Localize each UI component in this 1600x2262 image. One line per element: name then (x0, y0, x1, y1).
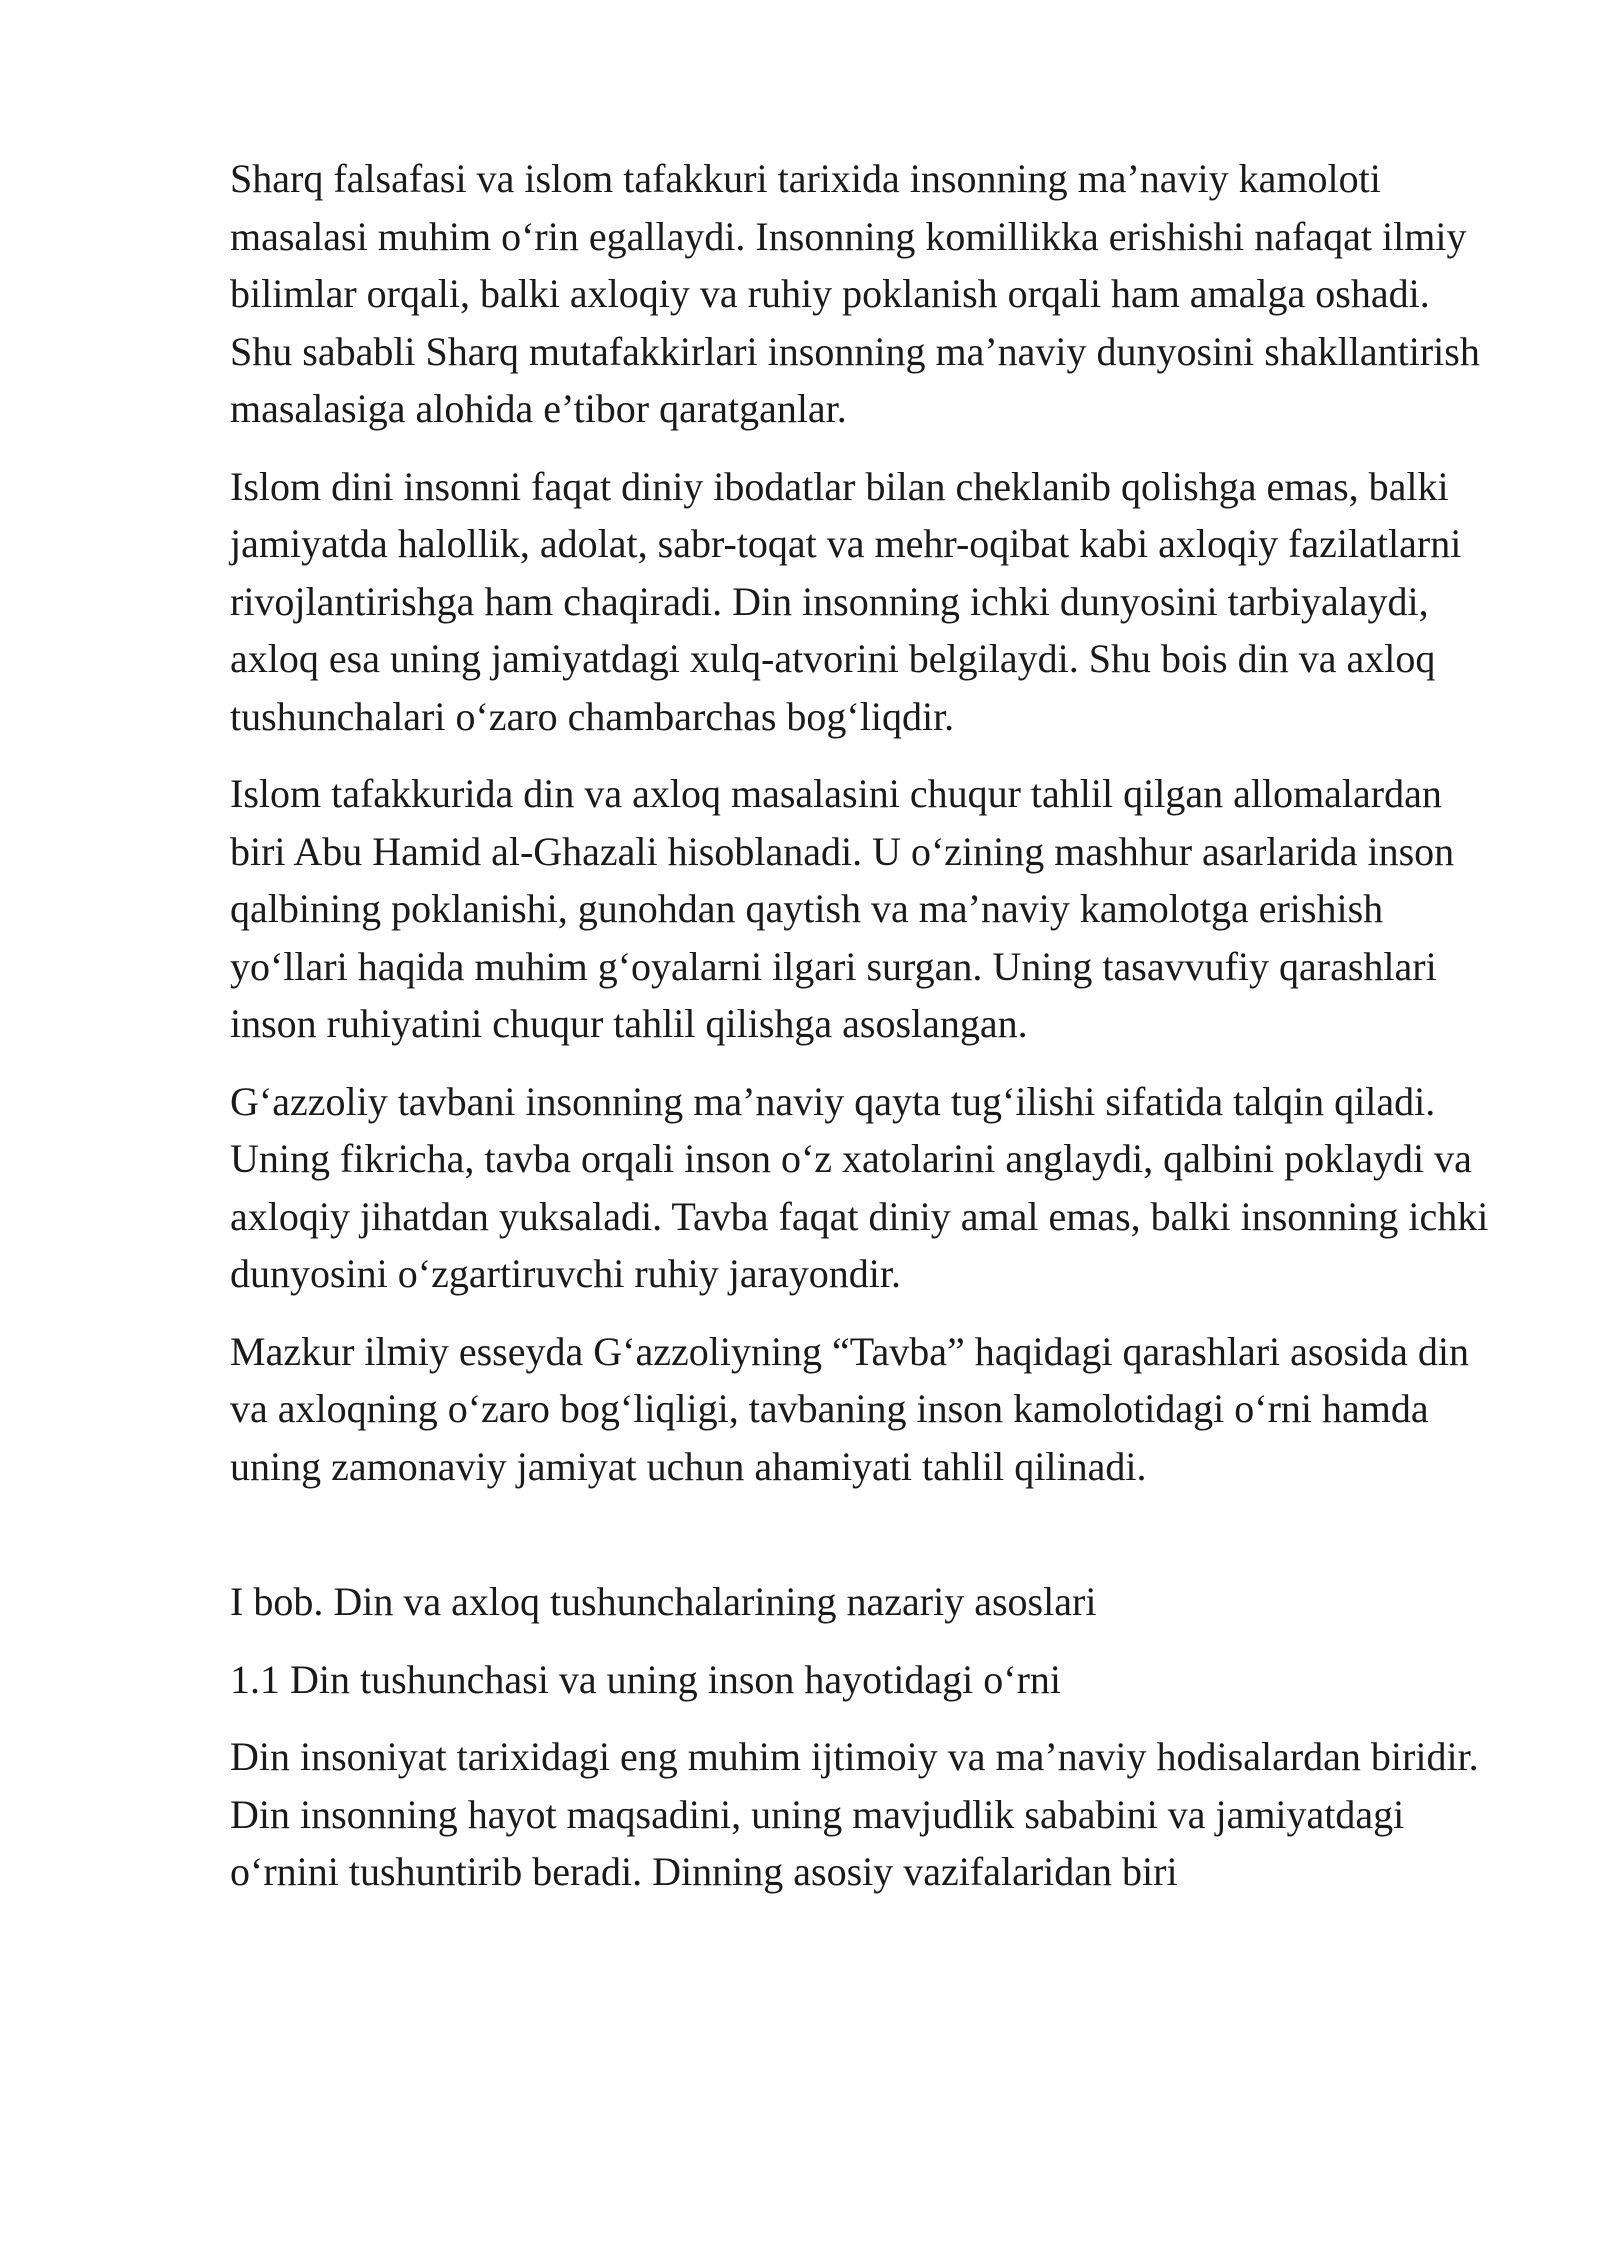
paragraph-intro-4: G‘azzoliy tavbani insonning ma’naviy qayta tug‘ilishi sifatida talqin qiladi. Uning fikricha, tavba orqali inson o‘z xatolarini anglaydi, qalbini poklaydi va axloqiy jihatdan yuksaladi. Tavba faqat diniy amal emas, balki insonning ichki dunyosini o‘zgartiruvchi ruhiy jarayondir. (230, 1078, 1489, 1296)
paragraph-intro-5: Mazkur ilmiy esseyda G‘azzoliyning “Tavba” haqidagi qarashlari asosida din va axloqning o‘zaro bog‘liqligi, tavbaning inson kamolotidagi o‘rni hamda uning zamonaviy jamiyat uchun ahamiyati tahlil qilinadi. (230, 1328, 1470, 1489)
paragraph-intro-3: Islom tafakkurida din va axloq masalasini chuqur tahlil qilgan allomalardan biri Abu Hamid al-Ghazali hisoblanadi. U o‘zining mashhur asarlarida inson qalbining poklanishi, gunohdan qaytish va ma’naviy kamolotga erishish yo‘llari haqida muhim g‘oyalarni ilgari surgan. Uning tasavvufiy qarashlari inson ruhiyatini chuqur tahlil qilishga asoslangan. (230, 771, 1455, 1046)
section-spacer (230, 1515, 1500, 1573)
document-body (230, 150, 1500, 1921)
section-title: 1.1 Din tushunchasi va uning inson hayotidagi o‘rni (230, 1656, 1062, 1702)
paragraph-intro-2: Islom dini insonni faqat diniy ibodatlar bilan cheklanib qolishga emas, balki jamiyatda halollik, adolat, sabr-toqat va mehr-oqibat kabi axloqiy fazilatlarni rivojlantirishga ham chaqiradi. Din insonning ichki dunyosini tarbiyalaydi, axloq esa uning jamiyatdagi xulq-atvorini belgilaydi. Shu bois din va axloq tushunchalari o‘zaro chambarchas bog‘liqdir. (230, 463, 1462, 739)
chapter-title: I bob. Din va axloq tushunchalarining nazariy asoslari (230, 1579, 1097, 1624)
section-paragraph: Din insoniyat tarixidagi eng muhim ijtimoiy va ma’naviy hodisalardan biridir. Din insonning hayot maqsadini, uning mavjudlik sababini va jamiyatdagi o‘rnini tushuntirib beradi. Dinning asosiy vazifalaridan biri (230, 1734, 1479, 1894)
paragraph-intro-1: Sharq falsafasi va islom tafakkuri tarixida insonning ma’naviy kamoloti masalasi muhim o‘rin egallaydi. Insonning komillikka erishishi nafaqat ilmiy bilimlar orqali, balki axloqiy va ruhiy poklanish orqali ham amalga oshadi. Shu sababli Sharq mutafakkirlari insonning ma’naviy dunyosini shakllantirish masalasiga alohida e’tibor qaratganlar. (230, 156, 1480, 431)
